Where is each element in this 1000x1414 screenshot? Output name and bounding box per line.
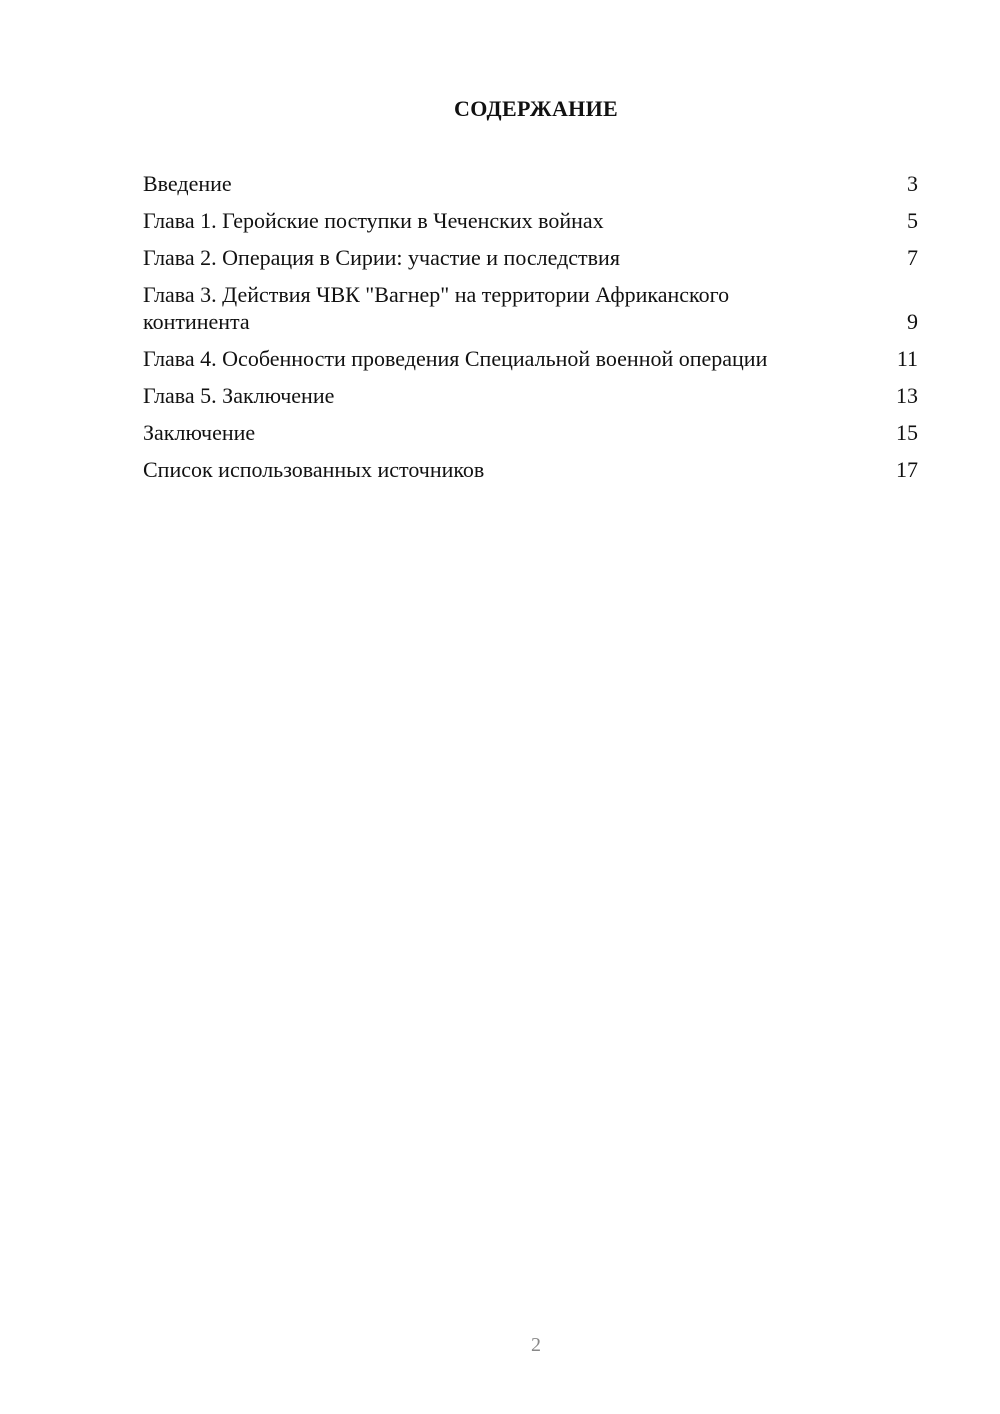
toc-entry[interactable]	[143, 244, 918, 271]
toc-entry-title: Глава 5. Заключение	[143, 383, 335, 408]
toc-entry[interactable]	[143, 456, 918, 483]
toc-entry-page: 3	[907, 171, 918, 196]
toc-entry[interactable]	[143, 170, 918, 197]
toc-entry-title: Глава 3. Действия ЧВК "Вагнер" на территории Африканского континента	[143, 282, 730, 334]
page-number: 2	[531, 1334, 541, 1356]
toc-entry[interactable]	[143, 382, 918, 409]
toc-entry-title: Глава 2. Операция в Сирии: участие и последствия	[143, 245, 620, 270]
toc-entry-title: Список использованных источников	[143, 457, 485, 482]
toc-entry-page: 15	[896, 420, 918, 445]
toc-entry-title: Заключение	[143, 420, 256, 445]
toc-entry[interactable]	[143, 281, 918, 335]
toc-entry-page: 11	[896, 346, 918, 371]
toc-entry-page: 17	[896, 457, 918, 482]
toc-entry-page: 13	[896, 383, 918, 408]
toc-entry[interactable]	[143, 345, 918, 372]
toc-entry-title: Введение	[143, 171, 232, 196]
page-title: СОДЕРЖАНИЕ	[454, 96, 618, 121]
toc-entry-title: Глава 1. Геройские поступки в Чеченских войнах	[143, 208, 604, 233]
toc-entry-page: 7	[907, 245, 918, 270]
toc-entry[interactable]	[143, 419, 918, 446]
toc-entry[interactable]	[143, 207, 918, 234]
table-of-contents	[143, 170, 918, 493]
toc-entry-page: 9	[907, 309, 918, 334]
toc-entry-page: 5	[907, 208, 918, 233]
toc-entry-title: Глава 4. Особенности проведения Специальной военной операции	[143, 346, 768, 371]
